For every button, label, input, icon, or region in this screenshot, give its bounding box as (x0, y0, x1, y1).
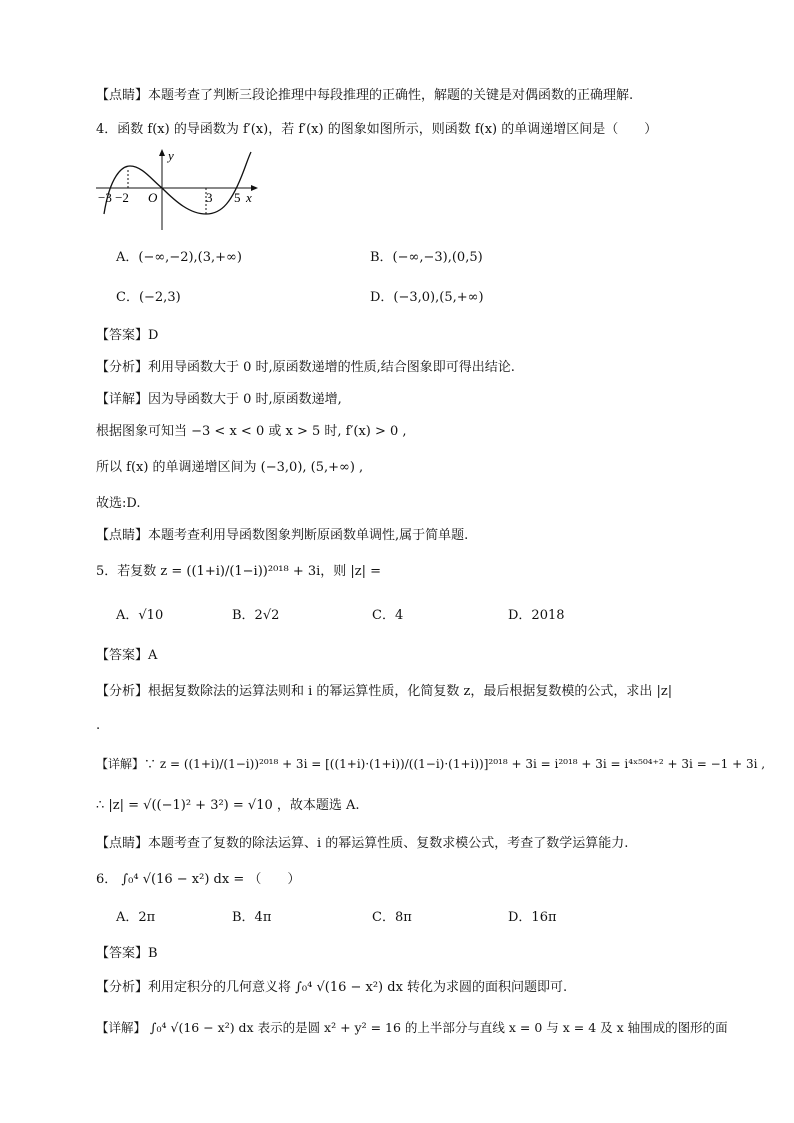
q6-choice-c[interactable]: C．8π (372, 910, 412, 925)
q4-choice-b[interactable]: B．(−∞,−3),(0,5) (370, 250, 483, 265)
q6-detail-1: 【详解】 ∫₀⁴ √(16 − x²) dx 表示的是圆 x² + y² = 16 的上半部分与直线 x = 0 与 x = 4 及 x 轴围成的图形的面 (96, 1020, 728, 1035)
q5-choice-a[interactable]: A．√10 (116, 608, 164, 623)
q4-comment: 【点睛】本题考查利用导函数图象判断原函数单调性,属于简单题. (96, 528, 469, 543)
x-axis-arrow (251, 185, 258, 191)
q4-detail-2: 根据图象可知当 −3 < x < 0 或 x > 5 时, f′(x) > 0 , (96, 424, 407, 439)
q6-choice-a[interactable]: A．2π (116, 910, 156, 925)
y-label: y (168, 148, 174, 163)
q6-analysis: 【分析】利用定积分的几何意义将 ∫₀⁴ √(16 − x²) dx 转化为求圆的面积问题即可. (96, 980, 568, 995)
q5-analysis: 【分析】根据复数除法的运算法则和 i 的幂运算性质，化简复数 z，最后根据复数模的公式，求出 |z| (96, 684, 673, 699)
q6-stem: 6． ∫₀⁴ √(16 − x²) dx = （ ） (96, 872, 301, 887)
tick-label-5: 5 (234, 190, 241, 205)
q4-answer: 【答案】D (96, 328, 159, 343)
q5-detail-1: 【详解】∵ z = ((1+i)/(1−i))²⁰¹⁸ + 3i = [((1+i)·(1+i))/((1−i)·(1+i))]²⁰¹⁸ + 3i = i²⁰¹⁸ + 3i = i⁴ˣ⁵⁰⁴⁺² + 3i = −1 + 3i , (96, 757, 766, 771)
q5-choice-c[interactable]: C．4 (372, 608, 404, 623)
q5-answer: 【答案】A (96, 648, 158, 663)
q6-choice-b[interactable]: B．4π (232, 910, 272, 925)
q4-detail-4: 故选:D. (96, 496, 141, 511)
q4-analysis: 【分析】利用导函数大于 0 时,原函数递增的性质,结合图象即可得出结论. (96, 360, 515, 375)
q5-choice-b[interactable]: B．2√2 (232, 608, 280, 623)
q6-choice-d[interactable]: D．16π (508, 910, 557, 925)
q3-comment: 【点睛】本题考查了判断三段论推理中每段推理的正确性，解题的关键是对偶函数的正确理解. (96, 88, 634, 103)
tick-label-3: 3 (206, 190, 213, 205)
q5-choice-d[interactable]: D．2018 (508, 608, 565, 623)
q4-detail-1: 【详解】因为导函数大于 0 时,原函数递增, (96, 392, 342, 407)
q4-choice-d[interactable]: D．(−3,0),(5,+∞) (370, 290, 484, 305)
q5-stem: 5．若复数 z = ((1+i)/(1−i))²⁰¹⁸ + 3i，则 |z| = (96, 564, 382, 579)
q5-detail-2: ∴ |z| = √((−1)² + 3²) = √10 ，故本题选 A. (96, 798, 360, 813)
q4-choice-c[interactable]: C．(−2,3) (116, 290, 181, 305)
q4-choice-a[interactable]: A．(−∞,−2),(3,+∞) (116, 250, 242, 265)
q4-detail-3: 所以 f(x) 的单调递增区间为 (−3,0), (5,+∞) , (96, 460, 364, 475)
q6-answer: 【答案】B (96, 946, 158, 961)
x-label: x (246, 190, 252, 205)
q5-analysis-tail: . (96, 718, 101, 733)
y-axis-arrow (159, 149, 165, 156)
derivative-graph (96, 146, 266, 234)
tick-label-minus3-minus2: −3 −2 (98, 190, 129, 205)
q5-comment: 【点睛】本题考查了复数的除法运算、i 的幂运算性质、复数求模公式，考查了数学运算能力. (96, 836, 629, 851)
origin-label: O (148, 190, 158, 205)
q4-stem: 4．函数 f(x) 的导函数为 f′(x)，若 f′(x) 的图象如图所示，则函数 f(x) 的单调递增区间是（ ） (96, 122, 658, 137)
